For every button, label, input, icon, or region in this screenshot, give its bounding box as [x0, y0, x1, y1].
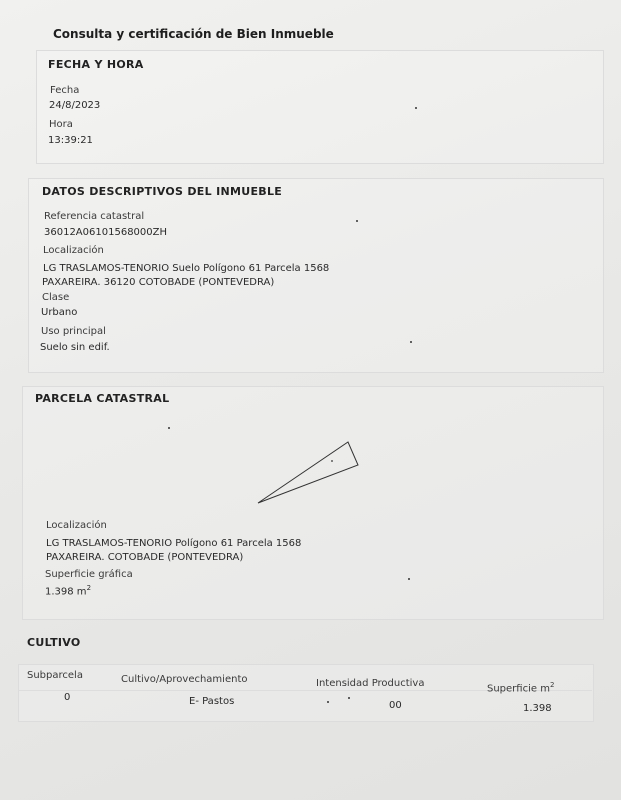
- hora-value: 13:39:21: [48, 135, 93, 146]
- col-subparcela: Subparcela: [27, 670, 83, 681]
- referencia-label: Referencia catastral: [44, 211, 145, 222]
- superficie-label: Superficie gráfica: [45, 569, 133, 580]
- speck-dot: [168, 427, 170, 429]
- speck-dot: [348, 697, 350, 699]
- uso-label: Uso principal: [41, 326, 106, 337]
- speck-dot: [415, 107, 417, 109]
- parcela-localizacion-line2: PAXAREIRA. COTOBADE (PONTEVEDRA): [46, 552, 244, 563]
- fecha-value: 24/8/2023: [49, 100, 101, 111]
- localizacion-line1: LG TRASLAMOS-TENORIO Suelo Polígono 61 Parcela 1568: [43, 263, 330, 274]
- localizacion-label: Localización: [43, 245, 104, 256]
- col-cultivo: Cultivo/Aprovechamiento: [121, 674, 248, 685]
- parcel-outline: [258, 442, 358, 503]
- speck-dot: [410, 341, 412, 343]
- datos-section: [28, 178, 604, 373]
- hora-label: Hora: [49, 119, 73, 130]
- col-superficie: [487, 681, 554, 694]
- speck-dot: [408, 578, 410, 580]
- fecha-label: Fecha: [50, 85, 80, 96]
- localizacion-line2: PAXAREIRA. 36120 COTOBADE (PONTEVEDRA): [42, 277, 275, 288]
- parcela-heading: PARCELA CATASTRAL: [35, 392, 170, 405]
- speck-dot: [327, 701, 329, 703]
- col-superficie-exponent: 2: [549, 681, 555, 689]
- superficie-number: 1.398 m: [45, 586, 87, 598]
- superficie-value: [45, 584, 91, 597]
- cultivo-heading: CULTIVO: [27, 636, 81, 649]
- referencia-value: 36012A06101568000ZH: [44, 227, 168, 238]
- col-superficie-text: Superficie m: [487, 683, 550, 695]
- cell-superficie: 1.398: [523, 703, 552, 714]
- cell-subparcela: 0: [64, 692, 71, 703]
- clase-value: Urbano: [41, 307, 78, 318]
- superficie-exponent: 2: [86, 584, 92, 592]
- cell-intensidad: 00: [389, 700, 402, 711]
- parcela-localizacion-label: Localización: [46, 520, 107, 531]
- fecha-hora-heading: FECHA Y HORA: [48, 58, 144, 71]
- datos-heading: DATOS DESCRIPTIVOS DEL INMUEBLE: [42, 185, 283, 198]
- parcela-localizacion-line1: LG TRASLAMOS-TENORIO Polígono 61 Parcela 1568: [46, 538, 302, 549]
- col-intensidad: Intensidad Productiva: [316, 678, 425, 689]
- speck-dot: [356, 220, 358, 222]
- parcel-centroid: [331, 460, 333, 462]
- page-title: Consulta y certificación de Bien Inmueble: [53, 27, 334, 41]
- parcel-map: [250, 435, 370, 510]
- cell-cultivo: E- Pastos: [189, 696, 235, 707]
- uso-value: Suelo sin edif.: [40, 342, 110, 353]
- clase-label: Clase: [42, 292, 70, 303]
